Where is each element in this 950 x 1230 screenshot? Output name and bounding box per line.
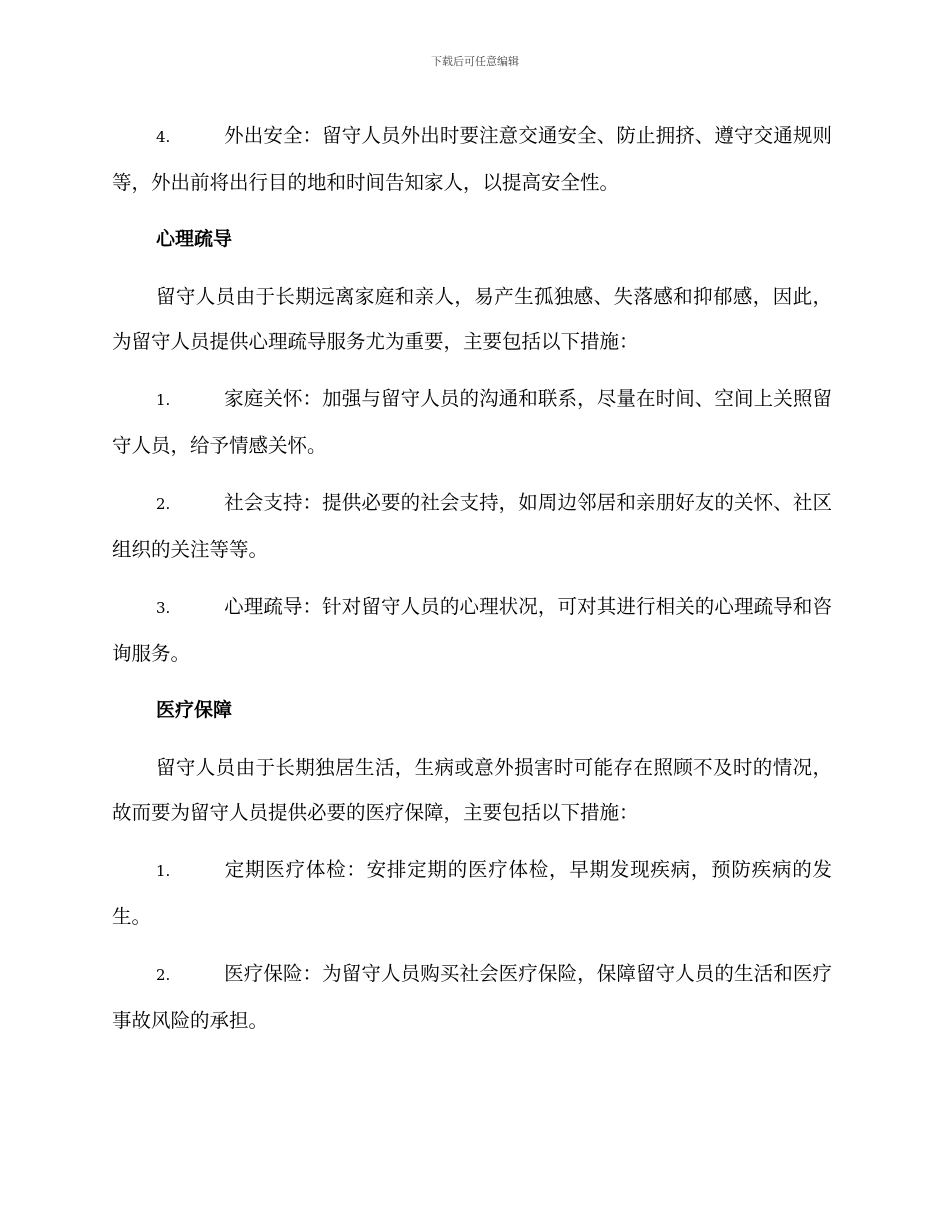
section-heading-medical: 医疗保障 xyxy=(156,699,233,721)
list-item-text: 外出安全：留守人员外出时要注意交通安全、防止拥挤、遵守交通规则等，外出前将出行目的地和时间告知家人，以提高安全性。 xyxy=(112,124,832,194)
document-body xyxy=(112,113,832,1055)
list-item-social-support xyxy=(112,480,832,572)
list-item-number: 3. xyxy=(156,599,171,617)
section-intro-psych: 留守人员由于长期远离家庭和亲人，易产生孤独感、失落感和抑郁感，因此，为留守人员提供心理疏导服务尤为重要，主要包括以下措施： xyxy=(112,285,832,353)
list-item-insurance xyxy=(112,951,832,1043)
list-item-family-care xyxy=(112,376,832,468)
list-item-number: 4. xyxy=(156,128,171,146)
list-item-outing-safety xyxy=(112,113,832,205)
list-item-text: 定期医疗体检：安排定期的医疗体检，早期发现疾病，预防疾病的发生。 xyxy=(112,858,832,928)
list-item-text: 社会支持：提供必要的社会支持，如周边邻居和亲朋好友的关怀、社区组织的关注等等。 xyxy=(112,491,832,561)
list-item-number: 1. xyxy=(156,862,171,880)
list-item-psych-counseling xyxy=(112,584,832,676)
list-item-number: 2. xyxy=(156,495,171,513)
list-item-text: 心理疏导：针对留守人员的心理状况，可对其进行相关的心理疏导和咨询服务。 xyxy=(112,595,832,665)
section-intro-medical: 留守人员由于长期独居生活，生病或意外损害时可能存在照顾不及时的情况，故而要为留守人员提供必要的医疗保障，主要包括以下措施： xyxy=(112,756,832,824)
list-item-number: 2. xyxy=(156,966,171,984)
list-item-number: 1. xyxy=(156,391,171,409)
section-heading-psych: 心理疏导 xyxy=(156,228,233,250)
page-header: 下载后可任意编辑 xyxy=(431,55,519,68)
list-item-text: 医疗保险：为留守人员购买社会医疗保险，保障留守人员的生活和医疗事故风险的承担。 xyxy=(112,962,832,1032)
list-item-checkup xyxy=(112,847,832,939)
list-item-text: 家庭关怀：加强与留守人员的沟通和联系，尽量在时间、空间上关照留守人员，给予情感关怀。 xyxy=(112,387,832,457)
